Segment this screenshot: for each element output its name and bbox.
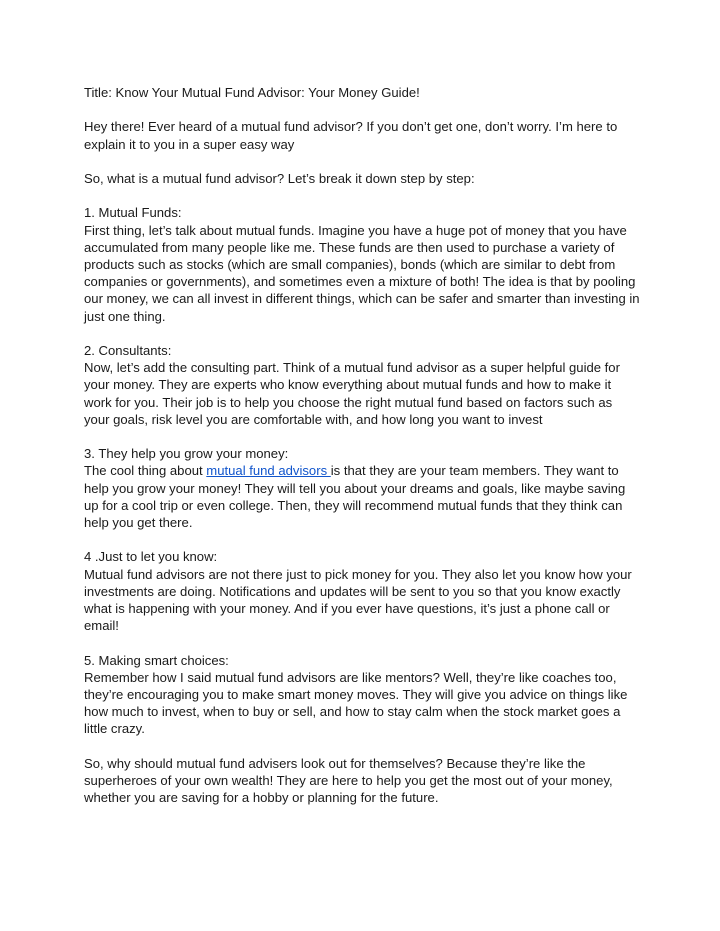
section-smart-choices	[84, 652, 640, 738]
conclusion-paragraph: So, why should mutual fund advisers look out for themselves? Because they’re like the superheroes of your own wealth! They are here to help you get the most out of your money, whether you are saving for a hobby or planning for the future.	[84, 755, 613, 806]
section-heading: 3. They help you grow your money:	[84, 446, 289, 462]
section-heading: 2. Consultants:	[84, 342, 172, 358]
document-page	[84, 84, 640, 824]
section-grow-money	[84, 445, 640, 531]
section-heading: 5. Making smart choices:	[84, 652, 229, 668]
section-body: First thing, let’s talk about mutual funds. Imagine you have a huge pot of money that you have accumulated from many people like me. These funds are then used to purchase a variety of products such as stocks (which are small companies), bonds (which are similar to debt from companies or governments), and sometimes even a mixture of both! The idea is that by pooling our money, we can all invest in different things, which can be safer and smarter than investing in just one thing.	[84, 222, 640, 324]
section-heading: 1. Mutual Funds:	[84, 205, 182, 221]
section-heading: 4 .Just to let you know:	[84, 549, 218, 565]
section-body-end: is that they are your team members. They want to help you grow your money! They will tell you about your dreams and goals, like maybe saving up for a cool trip or even college. Then, they will recommend mutual funds that they think can help you get there.	[84, 463, 626, 530]
section-consultants	[84, 342, 640, 428]
intro-paragraph: Hey there! Ever heard of a mutual fund advisor? If you don’t get one, don’t worry. I’m here to explain it to you in a super easy way	[84, 119, 618, 152]
section-body: Now, let’s add the consulting part. Think of a mutual fund advisor as a super helpful guide for your money. They are experts who know everything about mutual funds and how to make it work for you. Their job is to help you choose the right mutual fund based on factors such as your goals, risk level you are comfortable with, and how long you want to invest	[84, 360, 620, 427]
section-body-start: The cool thing about	[84, 463, 207, 479]
section-body: Mutual fund advisors are not there just to pick money for you. They also let you know how your investments are doing. Notifications and updates will be sent to you so that you know exactly what is happening with your money. And if you ever have questions, it’s just a phone call or email!	[84, 566, 632, 634]
section-let-you-know	[84, 548, 640, 634]
section-mutual-funds	[84, 204, 640, 324]
document-title: Title: Know Your Mutual Fund Advisor: Your Money Guide!	[84, 85, 420, 100]
mutual-fund-advisors-link[interactable]: mutual fund advisors	[206, 463, 331, 479]
section-body: Remember how I said mutual fund advisors are like mentors? Well, they’re like coaches too, they’re encouraging you to make smart money moves. They will give you advice on things like how much to invest, when to buy or sell, and how to stay calm when the stock market goes a little crazy.	[84, 669, 628, 737]
lead-paragraph: So, what is a mutual fund advisor? Let’s break it down step by step:	[84, 170, 475, 186]
